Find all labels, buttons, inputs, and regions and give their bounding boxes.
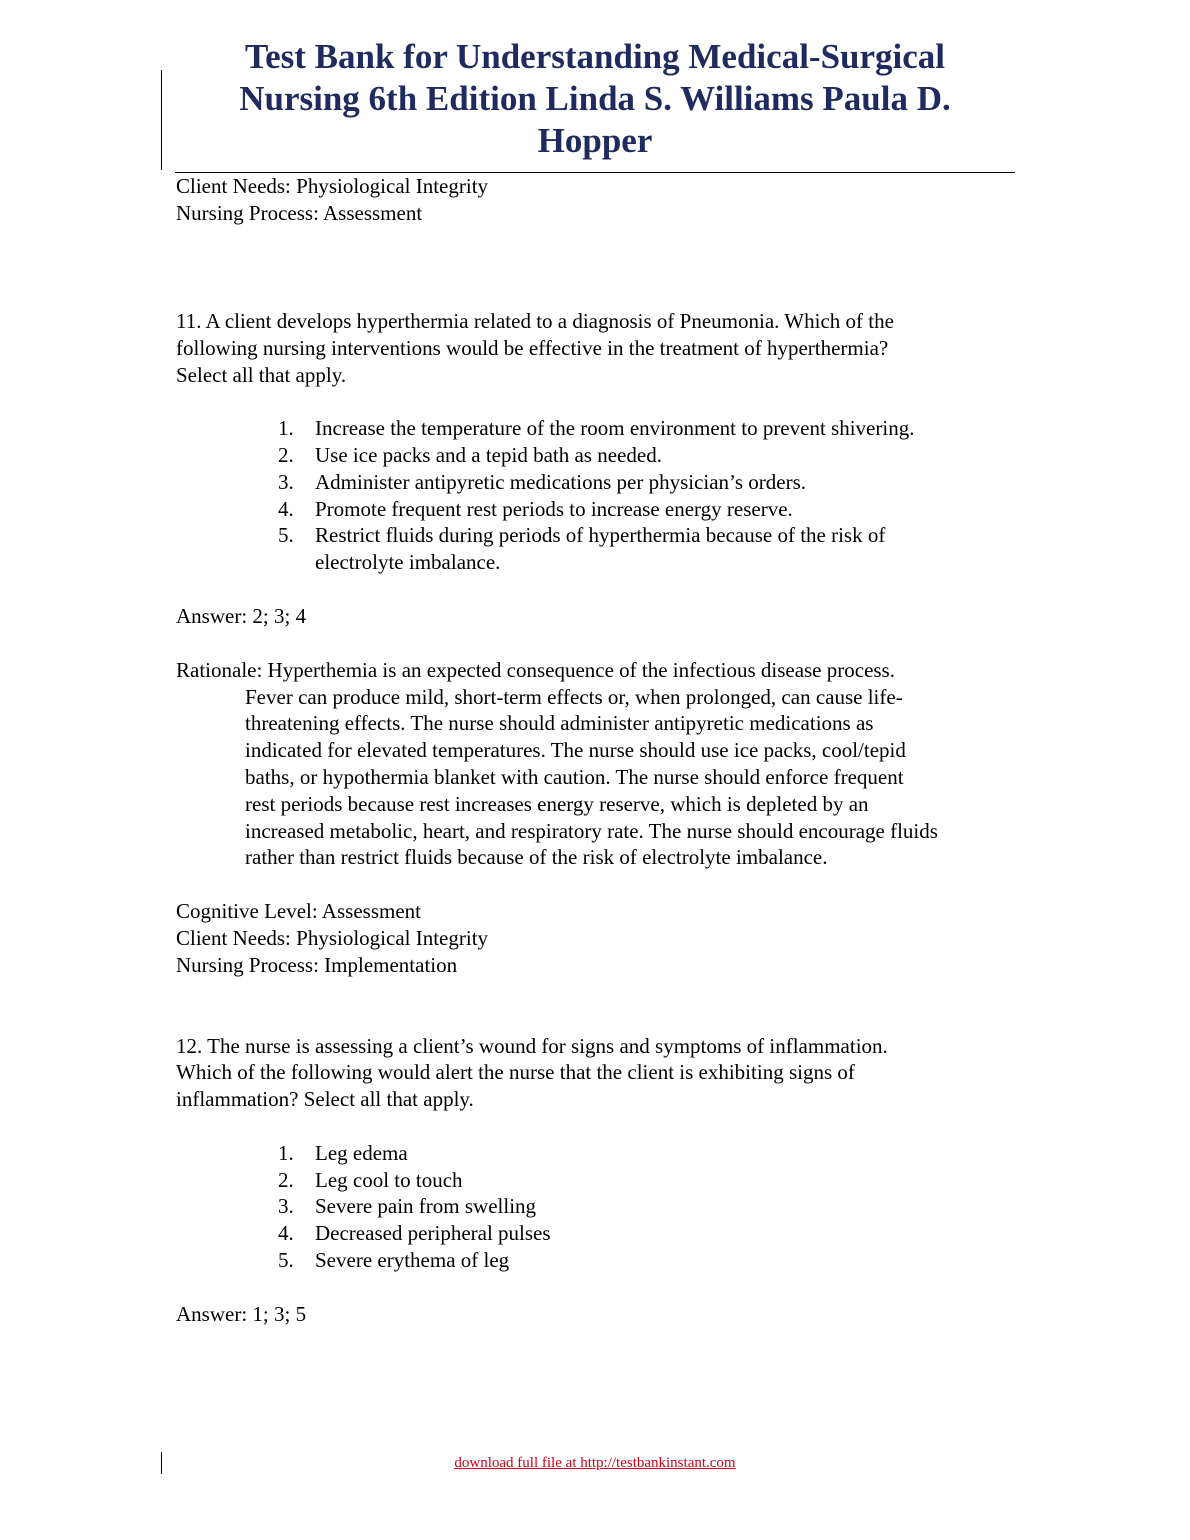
q11-option xyxy=(278,522,885,549)
option-number: 4. xyxy=(278,497,294,521)
q11-option xyxy=(278,496,793,523)
q11-option xyxy=(278,442,662,469)
q11-rationale-line: Fever can produce mild, short-term effects or, when prolonged, can cause life- xyxy=(245,685,903,709)
q11-rationale-line: indicated for elevated temperatures. The nurse should use ice packs, cool/tepid xyxy=(245,738,906,762)
q12-option xyxy=(278,1247,509,1274)
option-number: 5. xyxy=(278,523,294,547)
option-number: 2. xyxy=(278,1168,294,1192)
option-text: Leg cool to touch xyxy=(315,1168,463,1192)
q12-answer: Answer: 1; 3; 5 xyxy=(176,1302,307,1326)
option-text: Severe pain from swelling xyxy=(315,1194,537,1218)
option-number: 2. xyxy=(278,443,294,467)
q12-stem-line: 12. The nurse is assessing a client’s wound for signs and symptoms of inflammation. xyxy=(176,1034,888,1058)
option-number: 3. xyxy=(278,1194,294,1218)
option-text: Leg edema xyxy=(315,1141,408,1165)
option-text: Administer antipyretic medications per physician’s orders. xyxy=(315,470,807,494)
prev-nursing-process: Nursing Process: Assessment xyxy=(176,201,423,225)
q11-stem-line: Select all that apply. xyxy=(176,363,347,387)
title-line: Test Bank for Understanding Medical-Surgical xyxy=(244,37,946,76)
option-number: 4. xyxy=(278,1221,294,1245)
page-title xyxy=(175,36,1015,162)
option-number: 3. xyxy=(278,470,294,494)
option-number: 5. xyxy=(278,1248,294,1272)
page-footer xyxy=(0,1453,1190,1473)
prev-client-needs: Client Needs: Physiological Integrity xyxy=(176,174,489,198)
q11-cognitive-level: Cognitive Level: Assessment xyxy=(176,899,421,923)
q11-client-needs: Client Needs: Physiological Integrity xyxy=(176,926,489,950)
q11-option-continuation: electrolyte imbalance. xyxy=(315,550,501,574)
option-number: 1. xyxy=(278,416,294,440)
q11-option xyxy=(278,415,914,442)
q11-rationale-line: increased metabolic, heart, and respiratory rate. The nurse should encourage fluids xyxy=(245,819,938,843)
q11-stem-line: following nursing interventions would be effective in the treatment of hyperthermia? xyxy=(176,336,889,360)
option-text: Restrict fluids during periods of hyperthermia because of the risk of xyxy=(315,523,886,547)
title-line: Nursing 6th Edition Linda S. Williams Paula D. xyxy=(239,79,951,118)
option-text: Increase the temperature of the room environment to prevent shivering. xyxy=(315,416,915,440)
download-link[interactable]: download full file at http://testbankinstant.com xyxy=(454,1455,736,1471)
q11-rationale-line: threatening effects. The nurse should administer antipyretic medications as xyxy=(245,711,874,735)
q11-nursing-process: Nursing Process: Implementation xyxy=(176,953,458,977)
q11-rationale-line: Rationale: Hyperthemia is an expected consequence of the infectious disease process. xyxy=(176,658,895,682)
q12-option xyxy=(278,1220,551,1247)
q11-stem-line: 11. A client develops hyperthermia related to a diagnosis of Pneumonia. Which of the xyxy=(176,309,894,333)
option-text: Use ice packs and a tepid bath as needed. xyxy=(315,443,662,467)
q11-option xyxy=(278,469,806,496)
margin-change-bar xyxy=(161,70,162,170)
q11-rationale-line: rather than restrict fluids because of the risk of electrolyte imbalance. xyxy=(245,845,828,869)
option-text: Severe erythema of leg xyxy=(315,1248,510,1272)
title-line: Hopper xyxy=(537,121,653,160)
q11-rationale-line: baths, or hypothermia blanket with caution. The nurse should enforce frequent xyxy=(245,765,904,789)
q12-option xyxy=(278,1167,463,1194)
option-number: 1. xyxy=(278,1141,294,1165)
q11-answer: Answer: 2; 3; 4 xyxy=(176,604,307,628)
q11-rationale-line: rest periods because rest increases energy reserve, which is depleted by an xyxy=(245,792,869,816)
q12-option xyxy=(278,1193,536,1220)
option-text: Decreased peripheral pulses xyxy=(315,1221,551,1245)
q12-option xyxy=(278,1140,408,1167)
option-text: Promote frequent rest periods to increase energy reserve. xyxy=(315,497,793,521)
q12-stem-line: Which of the following would alert the nurse that the client is exhibiting signs of xyxy=(176,1060,855,1084)
q12-stem-line: inflammation? Select all that apply. xyxy=(176,1087,474,1111)
